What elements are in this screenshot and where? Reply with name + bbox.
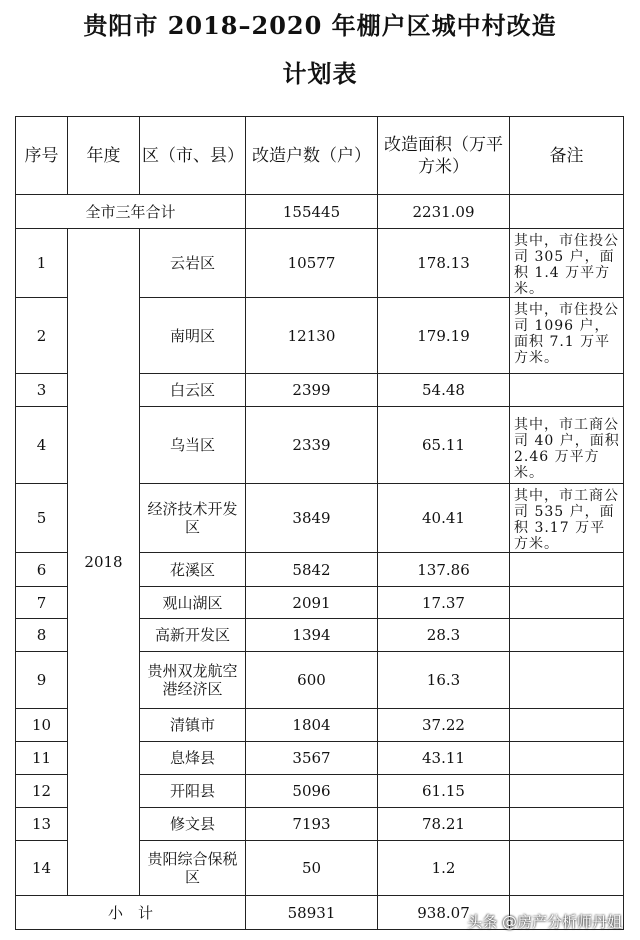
row-district: 经济技术开发区 — [140, 484, 246, 553]
row-seq: 9 — [16, 652, 68, 709]
row-district: 贵州双龙航空港经济区 — [140, 652, 246, 709]
row-households: 600 — [246, 652, 378, 709]
row-seq: 5 — [16, 484, 68, 553]
total-row — [16, 195, 624, 229]
row-remark — [510, 587, 624, 619]
row-district: 云岩区 — [140, 229, 246, 298]
row-area: 179.19 — [378, 298, 510, 374]
row-area: 17.37 — [378, 587, 510, 619]
row-households: 7193 — [246, 808, 378, 841]
row-remark — [510, 652, 624, 709]
row-seq: 3 — [16, 374, 68, 407]
row-district: 白云区 — [140, 374, 246, 407]
row-remark: 其中，市工商公司 535 户，面积 3.17 万平方米。 — [510, 484, 624, 553]
row-district: 贵阳综合保税区 — [140, 841, 246, 896]
total-remark — [510, 195, 624, 229]
row-district: 南明区 — [140, 298, 246, 374]
row-households: 3567 — [246, 742, 378, 775]
row-remark — [510, 808, 624, 841]
row-households: 1394 — [246, 619, 378, 652]
document-title: 贵阳市 2018–2020 年棚户区城中村改造 — [83, 11, 557, 40]
row-households: 10577 — [246, 229, 378, 298]
row-seq: 13 — [16, 808, 68, 841]
row-seq: 12 — [16, 775, 68, 808]
row-households: 2091 — [246, 587, 378, 619]
watermark: 头条 @房产分析师丹姐 — [467, 913, 622, 931]
row-remark — [510, 374, 624, 407]
row-area: 40.41 — [378, 484, 510, 553]
row-area: 65.11 — [378, 407, 510, 484]
row-area: 43.11 — [378, 742, 510, 775]
subtotal-area: 938.07 — [378, 896, 510, 930]
header-households: 改造户数（户） — [246, 117, 378, 195]
year-cell: 2018 — [68, 229, 140, 896]
row-seq: 4 — [16, 407, 68, 484]
row-area: 61.15 — [378, 775, 510, 808]
header-seq: 序号 — [16, 117, 68, 195]
row-area: 137.86 — [378, 553, 510, 587]
row-seq: 11 — [16, 742, 68, 775]
row-remark — [510, 841, 624, 896]
row-remark: 其中，市住投公司 1096 户，面积 7.1 万平方米。 — [510, 298, 624, 374]
row-households: 12130 — [246, 298, 378, 374]
row-households: 3849 — [246, 484, 378, 553]
row-seq: 7 — [16, 587, 68, 619]
row-district: 乌当区 — [140, 407, 246, 484]
header-area: 改造面积（万平方米） — [378, 117, 510, 195]
row-households: 1804 — [246, 709, 378, 742]
row-remark — [510, 775, 624, 808]
table-header-row — [16, 117, 624, 195]
renovation-plan-table — [15, 116, 624, 930]
total-area: 2231.09 — [378, 195, 510, 229]
row-households: 2339 — [246, 407, 378, 484]
row-remark — [510, 619, 624, 652]
row-seq: 2 — [16, 298, 68, 374]
total-households: 155445 — [246, 195, 378, 229]
row-district: 观山湖区 — [140, 587, 246, 619]
row-households: 5842 — [246, 553, 378, 587]
row-seq: 6 — [16, 553, 68, 587]
table-row — [16, 229, 624, 298]
row-remark — [510, 742, 624, 775]
row-seq: 8 — [16, 619, 68, 652]
subtotal-households: 58931 — [246, 896, 378, 930]
row-remark — [510, 553, 624, 587]
row-area: 178.13 — [378, 229, 510, 298]
header-year: 年度 — [68, 117, 140, 195]
row-district: 清镇市 — [140, 709, 246, 742]
row-households: 5096 — [246, 775, 378, 808]
row-remark: 其中，市工商公司 40 户，面积 2.46 万平方米。 — [510, 407, 624, 484]
row-area: 78.21 — [378, 808, 510, 841]
row-area: 28.3 — [378, 619, 510, 652]
header-remarks: 备注 — [510, 117, 624, 195]
row-district: 高新开发区 — [140, 619, 246, 652]
row-remark — [510, 709, 624, 742]
row-remark: 其中，市住投公司 305 户，面积 1.4 万平方米。 — [510, 229, 624, 298]
row-district: 修文县 — [140, 808, 246, 841]
subtotal-label: 小 计 — [16, 896, 246, 930]
header-district: 区（市、县） — [140, 117, 246, 195]
row-area: 16.3 — [378, 652, 510, 709]
row-seq: 10 — [16, 709, 68, 742]
row-households: 2399 — [246, 374, 378, 407]
row-seq: 14 — [16, 841, 68, 896]
total-label: 全市三年合计 — [16, 195, 246, 229]
row-district: 息烽县 — [140, 742, 246, 775]
row-area: 1.2 — [378, 841, 510, 896]
row-seq: 1 — [16, 229, 68, 298]
document-title-line2: 计划表 — [282, 59, 358, 88]
row-households: 50 — [246, 841, 378, 896]
row-area: 54.48 — [378, 374, 510, 407]
row-district: 开阳县 — [140, 775, 246, 808]
row-district: 花溪区 — [140, 553, 246, 587]
row-area: 37.22 — [378, 709, 510, 742]
